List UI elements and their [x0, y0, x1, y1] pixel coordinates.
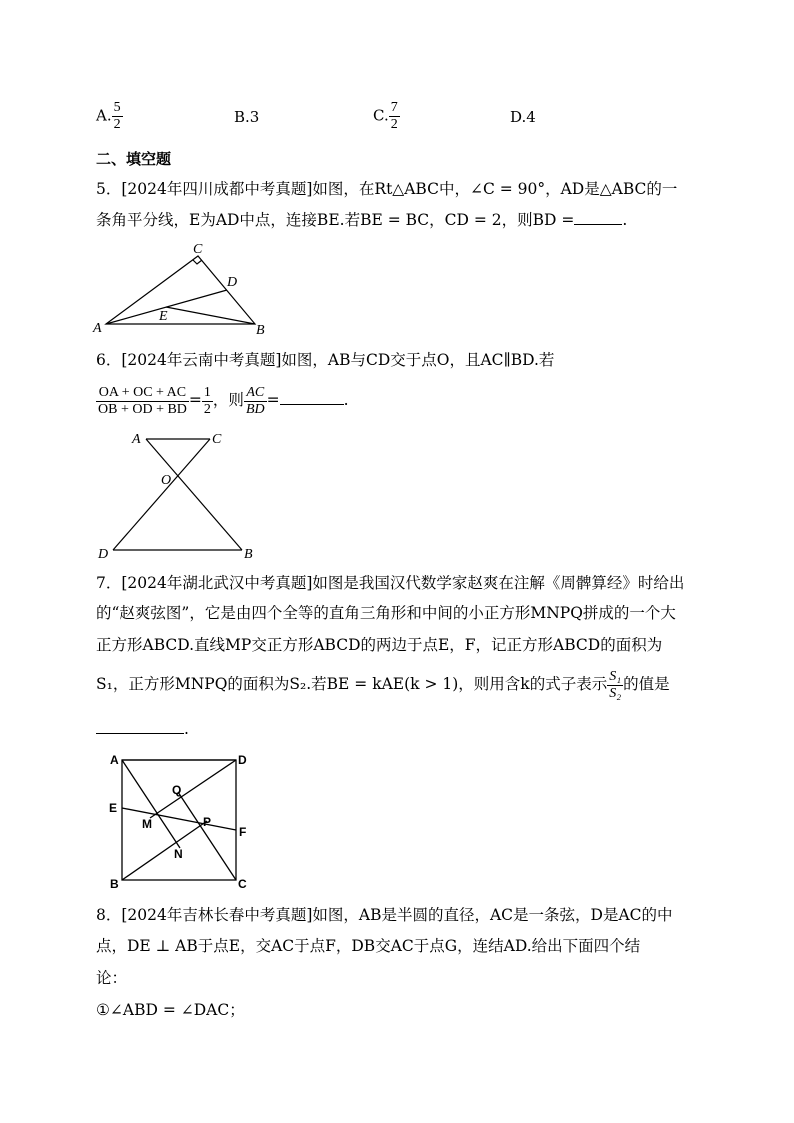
segment-be: [166, 307, 255, 324]
frac-num: 5: [113, 100, 121, 115]
frac-den: 2: [203, 401, 211, 417]
point-label-b: B: [244, 547, 253, 562]
q7-line2: 的“赵爽弦图”，它是由四个全等的直角三角形和中间的小正方形MNPQ拼成的一个大: [96, 604, 676, 622]
frac-num: S₁: [609, 668, 622, 684]
point-label-n: N: [174, 847, 183, 861]
option-a-fraction: [112, 100, 123, 133]
point-label-c: C: [212, 432, 222, 447]
q5-line1: 5．[2024年四川成都中考真题]如图，在Rt△ABC中，∠C = 90°，AD是△ABC的一: [96, 180, 678, 198]
point-label-c: C: [238, 877, 247, 891]
option-c-fraction: [389, 100, 400, 133]
q7-answer-blank[interactable]: [96, 733, 184, 734]
q5-line2-text: 条角平分线，E为AD中点，连接BE.若BE = BC，CD = 2，则BD =: [96, 211, 575, 229]
option-c: [373, 100, 400, 133]
q5-answer-blank[interactable]: [574, 224, 622, 225]
q7-line1: 7．[2024年湖北武汉中考真题]如图是我国汉代数学家赵爽在注解《周髀算经》时给出: [96, 574, 685, 592]
frac-den: S₂: [609, 685, 622, 701]
point-label-q: Q: [172, 783, 182, 797]
q6-fraction-half: [202, 385, 213, 418]
frac-den: OB + OD + BD: [98, 401, 187, 417]
q7-line4-text: S₁，正方形MNPQ的面积为S₂.若BE = kAE(k > 1)，则用含k的式子表示: [96, 675, 608, 693]
right-angle-mark: [193, 260, 202, 264]
q8-line3: 论：: [96, 969, 128, 987]
frac-den: 2: [390, 117, 398, 132]
point-label-b: B: [110, 877, 119, 891]
q7-zhao-shuang-figure: [100, 748, 260, 893]
segment-cq: [178, 792, 236, 880]
q5-triangle-figure: [90, 238, 280, 338]
q8-line2: 点，DE ⊥ AB于点E，交AC于点F，DB交AC于点G，连结AD.给出下面四个结: [96, 937, 641, 955]
segment-bp: [122, 821, 207, 880]
q8-line1: 8．[2024年吉林长春中考真题]如图，AB是半圆的直径，AC是一条弦，D是AC的中: [96, 906, 673, 924]
equals-sign: =: [266, 391, 280, 409]
point-label-d: D: [238, 753, 247, 767]
option-c-label: C.: [373, 106, 389, 125]
frac-num: OA + OC + AC: [96, 385, 189, 402]
point-label-a: A: [93, 321, 102, 336]
option-b: B.3: [234, 108, 260, 126]
point-label-f: F: [239, 825, 247, 839]
square-abcd: [122, 760, 236, 880]
q6-answer-blank[interactable]: [280, 404, 344, 405]
equals-sign: =: [188, 391, 202, 409]
q6-hourglass-figure: [94, 428, 264, 563]
q5-line2: 条角平分线，E为AD中点，连接BE.若BE = BC，CD = 2，则BD = .: [96, 211, 628, 229]
point-label-c: C: [193, 242, 203, 257]
point-label-e: E: [159, 309, 168, 324]
then-text: ，则: [212, 391, 244, 409]
point-label-o: O: [161, 473, 172, 488]
point-label-d: D: [227, 275, 238, 290]
point-label-e: E: [109, 801, 118, 815]
segment-cd: [113, 439, 210, 550]
q7-fraction-s1-s2: [607, 669, 623, 702]
q6-fraction-ac-bd: [244, 385, 267, 418]
frac-num: AC: [244, 385, 267, 402]
frac-den: 2: [113, 117, 121, 132]
option-a: [96, 100, 123, 133]
frac-num: 1: [203, 384, 211, 400]
option-d: D.4: [510, 108, 536, 126]
section-title: 二、填空题: [96, 150, 172, 168]
line-ef: [122, 808, 236, 830]
q6-line2: $\frac{OA + OC + AC}{OB + OD + BD}$ = $\frac{1}{2}$ ，则 $\frac{AC}{BD}$ = .: [98, 384, 349, 417]
point-label-a: A: [132, 432, 141, 447]
frac-num: 7: [390, 100, 398, 115]
q7-line4-tail: 的值是: [623, 675, 670, 693]
option-a-label: A.: [96, 106, 112, 125]
triangle-abc: [106, 256, 255, 324]
q7-answer-line: .: [96, 718, 189, 740]
point-label-p: P: [203, 815, 212, 829]
point-label-a: A: [110, 753, 119, 767]
point-label-m: M: [142, 817, 152, 831]
segment-ab: [146, 439, 242, 550]
q6-line1: 6．[2024年云南中考真题]如图，AB与CD交于点O，且AC∥BD.若: [96, 351, 555, 369]
point-label-b: B: [256, 323, 265, 338]
q7-line3: 正方形ABCD.直线MP交正方形ABCD的两边于点E，F，记正方形ABCD的面积为: [96, 636, 663, 654]
q6-fraction-sum: [96, 385, 189, 418]
q7-line4: [96, 664, 670, 704]
q8-conclusion-1: ①∠ABD = ∠DAC；: [96, 1001, 245, 1019]
frac-den: BD: [245, 401, 265, 417]
segment-dm: [150, 760, 236, 818]
point-label-d: D: [98, 547, 109, 562]
